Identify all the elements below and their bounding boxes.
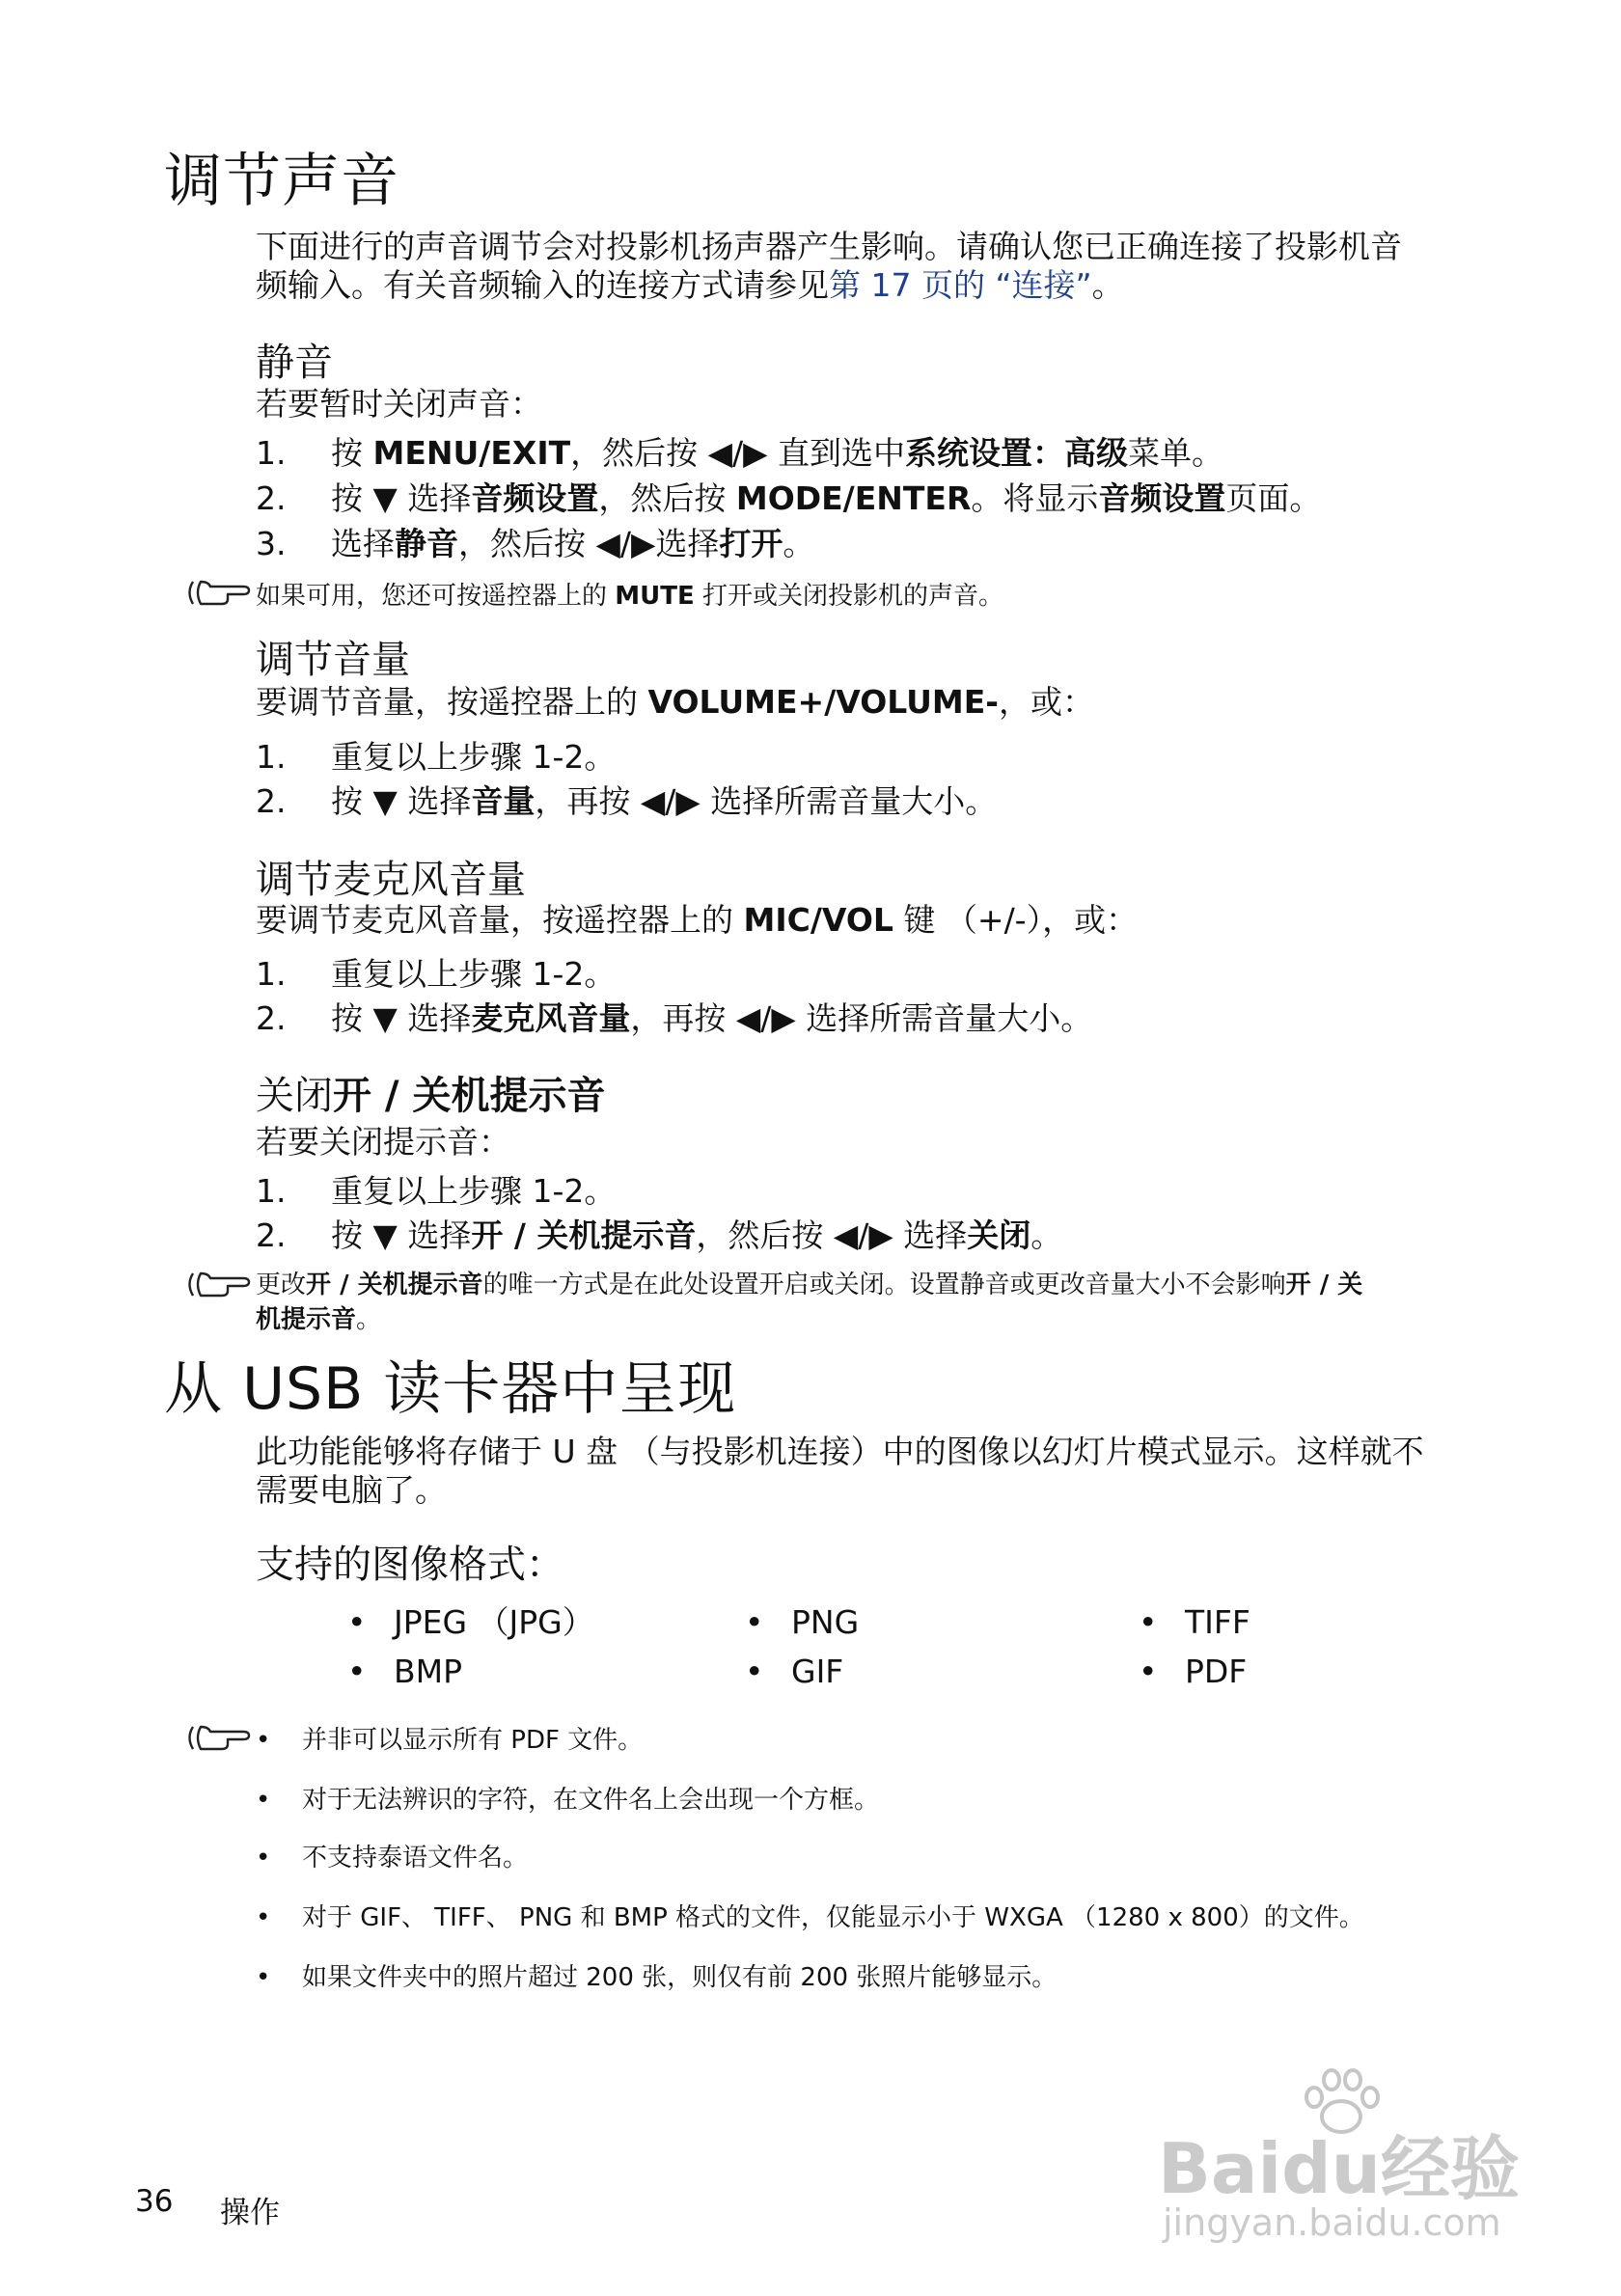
note-bold: 机提示音: [256, 1305, 357, 1334]
step-menu: 音频设置: [1098, 479, 1226, 517]
step-text: ，然后按 ◀/▶ 直到选中: [570, 434, 905, 472]
link-connection-page[interactable]: 第 17 页的 “连接”: [829, 266, 1092, 304]
step-text: 页面。: [1225, 479, 1322, 517]
note-text: 的唯一方式是在此处设置开启或关闭。设置静音或更改音量大小不会影响: [482, 1271, 1286, 1299]
pointing-hand-icon: [183, 1721, 253, 1754]
note-text: 如果可用，您还可按遥控器上的: [256, 582, 616, 611]
note-bold: 开 / 关机提示音: [306, 1271, 483, 1299]
note-text: 。: [356, 1305, 382, 1334]
step-key: MENU/EXIT: [372, 434, 571, 472]
volume-step-2: [256, 782, 997, 821]
note-text: 对于无法辨识的字符，在文件名上会出现一个方框。: [302, 1786, 880, 1815]
bullet: •: [347, 1603, 367, 1641]
page-number: 36: [135, 2184, 174, 2219]
mute-note: [256, 576, 1003, 612]
subsection-title-mic: 调节麦克风音量: [256, 858, 526, 902]
bullet: •: [256, 1963, 271, 1992]
usb-note-item: [256, 1780, 879, 1816]
volume-step-1: [256, 738, 616, 777]
usb-note-item: [256, 1838, 528, 1873]
footer-section: 操作: [220, 2196, 280, 2230]
note-text: 对于 GIF、 TIFF、 PNG 和 BMP 格式的文件，仅能显示小于 WXGA （1280 x 800）的文件。: [302, 1903, 1364, 1932]
format-label: BMP: [394, 1653, 463, 1690]
mic-step-1: [256, 955, 616, 994]
note-key: MUTE: [615, 582, 695, 611]
bullet: •: [256, 1786, 271, 1815]
watermark-brand: Baidu经验: [1158, 2128, 1520, 2209]
title-bold: 开 / 关机提示音: [333, 1074, 606, 1118]
step-number: 2.: [256, 782, 287, 820]
step-text: 按 ▼ 选择: [331, 479, 472, 517]
step-text: 重复以上步骤 1-2。: [331, 955, 617, 993]
usb-intro-line1: 此功能能够将存储于 U 盘 （与投影机连接）中的图像以幻灯片模式显示。这样就不: [256, 1433, 1424, 1470]
note-text: 不支持泰语文件名。: [302, 1844, 529, 1872]
subsection-title-beep: [256, 1065, 605, 1120]
pointing-hand-icon: [183, 1268, 253, 1300]
lead-text: 要调节麦克风音量，按遥控器上的: [256, 901, 744, 939]
step-text: ，然后按 ◀/▶选择: [458, 525, 720, 562]
format-item: [1139, 1603, 1250, 1642]
bullet: •: [1139, 1603, 1158, 1641]
step-text: 。: [783, 525, 815, 562]
step-number: 3.: [256, 525, 287, 562]
mute-step-2: [256, 479, 1321, 518]
step-text: ，再按 ◀/▶ 选择所需音量大小。: [630, 999, 1093, 1037]
step-text: ，再按 ◀/▶ 选择所需音量大小。: [535, 782, 998, 820]
bullet: •: [745, 1603, 764, 1641]
section-title-sound: 调节声音: [164, 148, 399, 215]
mute-step-3: [256, 525, 814, 563]
step-number: 1.: [256, 434, 287, 472]
subsection-title-volume: 调节音量: [256, 638, 410, 682]
section-title-usb: 从 USB 读卡器中呈现: [164, 1355, 737, 1423]
beep-note-line2: [256, 1299, 381, 1335]
step-option: 关闭: [967, 1216, 1031, 1254]
format-label: TIFF: [1185, 1603, 1250, 1641]
bullet: •: [256, 1726, 271, 1755]
step-text: 。将显示: [971, 479, 1099, 517]
step-text: 选择: [331, 525, 395, 562]
step-menu: 系统设置：高级: [904, 434, 1128, 472]
step-number: 1.: [256, 1172, 287, 1210]
step-option: 静音: [395, 525, 458, 562]
bullet: •: [745, 1653, 764, 1690]
sound-intro-text: 频输入。有关音频输入的连接方式请参见: [256, 266, 829, 304]
format-item: [745, 1653, 843, 1691]
sound-intro-line1: 下面进行的声音调节会对投影机扬声器产生影响。请确认您已正确连接了投影机音: [256, 228, 1402, 265]
note-text: 更改: [256, 1271, 307, 1299]
step-option: 开 / 关机提示音: [471, 1216, 697, 1254]
bullet: •: [347, 1653, 367, 1690]
mic-lead: [256, 901, 1138, 940]
usb-note-item: [256, 1720, 643, 1756]
watermark-url: jingyan.baidu.com: [1163, 2201, 1501, 2244]
beep-step-2: [256, 1216, 1062, 1255]
note-text: 并非可以显示所有 PDF 文件。: [302, 1726, 644, 1755]
step-text: 菜单。: [1127, 434, 1223, 472]
note-text: 打开或关闭投影机的声音。: [694, 582, 1004, 611]
step-number: 1.: [256, 738, 287, 776]
lead-key: VOLUME+/VOLUME-: [647, 683, 999, 721]
format-label: GIF: [791, 1653, 844, 1690]
step-option: 打开: [719, 525, 783, 562]
step-number: 2.: [256, 479, 287, 517]
step-text: 重复以上步骤 1-2。: [331, 1172, 617, 1210]
note-bold: 开 / 关: [1285, 1271, 1363, 1299]
format-item: [745, 1603, 859, 1642]
format-label: JPEG （JPG）: [394, 1603, 594, 1641]
usb-intro-line2: 需要电脑了。: [256, 1471, 447, 1509]
bullet: •: [256, 1903, 271, 1932]
usb-note-item: [256, 1898, 1364, 1933]
step-option: 音量: [471, 782, 536, 820]
lead-key: MIC/VOL: [743, 901, 893, 939]
format-item: [1139, 1653, 1247, 1691]
sound-intro-line2: [256, 266, 1124, 305]
step-menu: 音频设置: [471, 479, 599, 517]
step-number: 2.: [256, 1216, 287, 1254]
step-key: MODE/ENTER: [735, 479, 972, 517]
volume-lead: [256, 683, 1094, 722]
step-text: 重复以上步骤 1-2。: [331, 738, 617, 776]
lead-text: ，或：: [998, 683, 1094, 721]
mic-step-2: [256, 999, 1092, 1038]
title-text: 关闭: [256, 1074, 333, 1118]
subsection-title-mute: 静音: [256, 341, 333, 385]
step-number: 2.: [256, 999, 287, 1037]
usb-note-item: [256, 1957, 1057, 1993]
mute-step-1: [256, 434, 1223, 473]
step-text: 按 ▼ 选择: [331, 1216, 472, 1254]
format-item: [347, 1603, 594, 1642]
pointing-hand-icon: [183, 576, 253, 609]
step-option: 麦克风音量: [471, 999, 631, 1037]
bullet: •: [256, 1844, 271, 1872]
format-item: [347, 1653, 462, 1691]
beep-note-line1: [256, 1265, 1362, 1300]
step-number: 1.: [256, 955, 287, 993]
step-text: 按 ▼ 选择: [331, 999, 472, 1037]
format-label: PDF: [1185, 1653, 1248, 1690]
step-text: ，然后按: [598, 479, 736, 517]
step-text: 按: [331, 434, 373, 472]
step-text: 按 ▼ 选择: [331, 782, 472, 820]
beep-lead: 若要关闭提示音：: [256, 1123, 510, 1161]
lead-text: 要调节音量，按遥控器上的: [256, 683, 648, 721]
note-text: 如果文件夹中的照片超过 200 张，则仅有前 200 张照片能够显示。: [302, 1963, 1058, 1992]
lead-text: 键 （+/-），或：: [893, 901, 1139, 939]
format-label: PNG: [791, 1603, 860, 1641]
formats-title: 支持的图像格式：: [256, 1543, 564, 1587]
bullet: •: [1139, 1653, 1158, 1690]
step-text: 。: [1030, 1216, 1063, 1254]
step-text: ，然后按 ◀/▶ 选择: [696, 1216, 968, 1254]
sound-intro-end: 。: [1091, 266, 1124, 304]
mute-lead: 若要暂时关闭声音：: [256, 385, 542, 423]
beep-step-1: [256, 1172, 616, 1211]
